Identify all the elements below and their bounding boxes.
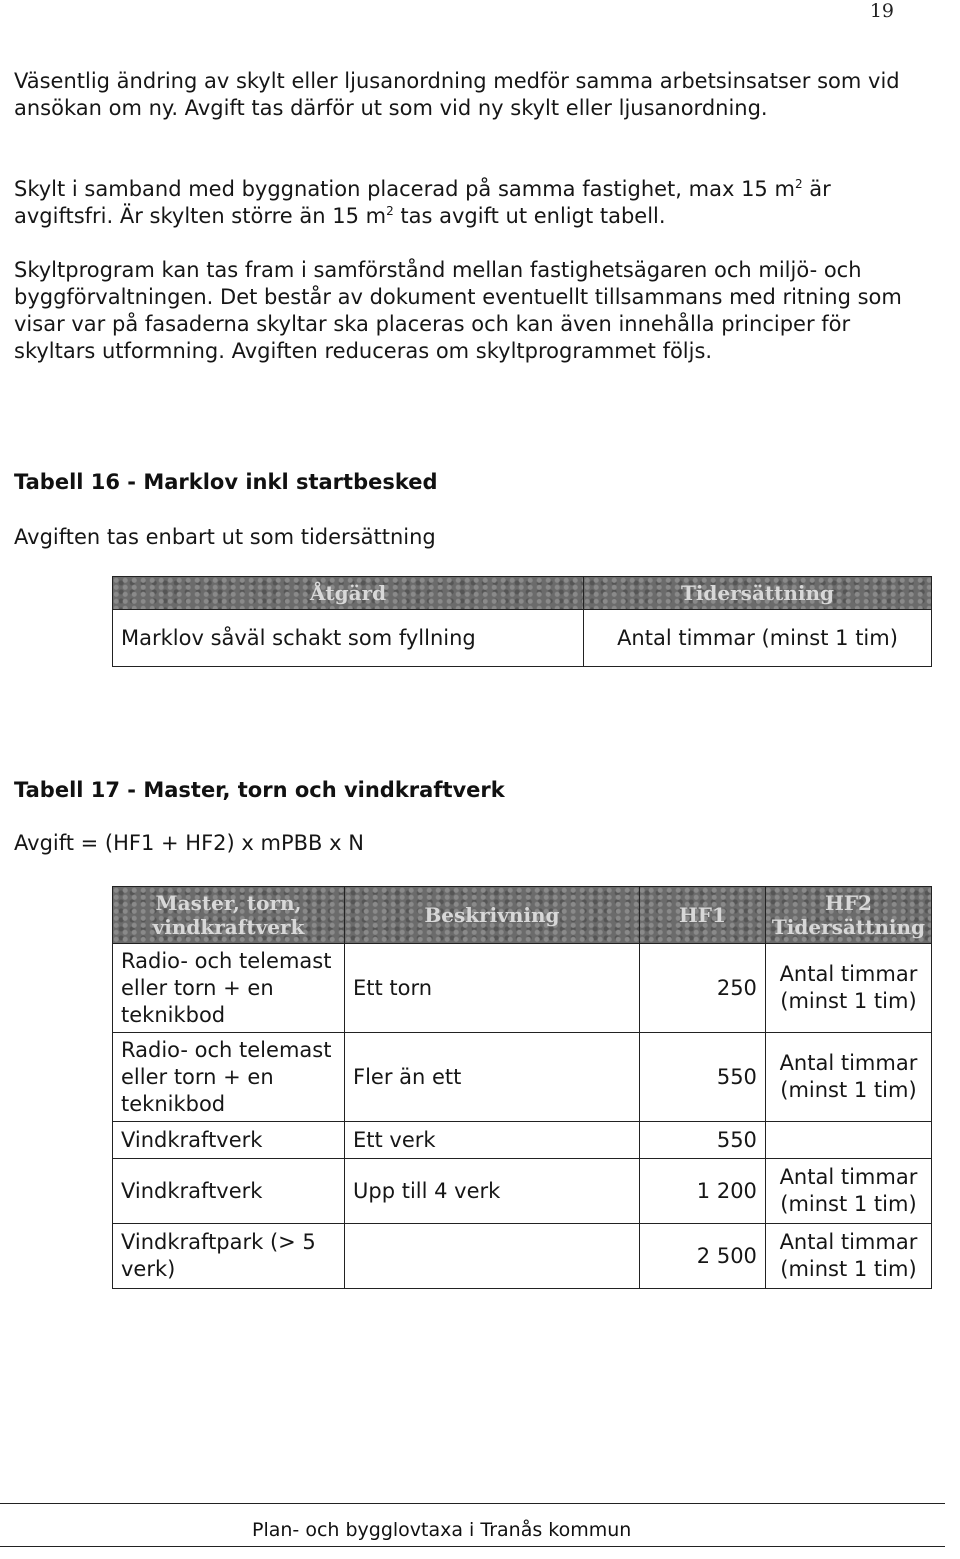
paragraph-construction-sign [14, 176, 914, 230]
table-cell: Vindkraftpark (> 5 verk) [113, 1224, 345, 1289]
paragraph-text: är avgiftsfri. Är skylten större än 15 m [14, 177, 831, 228]
table-cell: Marklov såväl schakt som fyllning [113, 610, 584, 667]
table-row [113, 1224, 932, 1289]
table-row [113, 1159, 932, 1224]
table-cell: Antal timmar (minst 1 tim) [765, 1224, 931, 1289]
table16-subtitle: Avgiften tas enbart ut som tidersättning [14, 525, 436, 549]
table-cell: Antal timmar (minst 1 tim) [765, 1159, 931, 1224]
table-cell: Radio- och telemast eller torn + en teknikbod [113, 944, 345, 1033]
table-cell: Vindkraftverk [113, 1122, 345, 1159]
footer-underline [0, 1546, 945, 1547]
table17-title: Tabell 17 - Master, torn och vindkraftverk [14, 778, 505, 802]
table-row [113, 944, 932, 1033]
superscript: 2 [386, 204, 394, 218]
paragraph-text: tas avgift ut enligt tabell. [393, 204, 666, 228]
table-cell: 1 200 [639, 1159, 765, 1224]
table-cell: Antal timmar (minst 1 tim) [584, 610, 932, 667]
table-cell: 550 [639, 1033, 765, 1122]
table-cell: Ett verk [345, 1122, 640, 1159]
table-header-cell: Master, torn, vindkraftverk [113, 887, 345, 944]
table-cell: 550 [639, 1122, 765, 1159]
page-number: 19 [869, 0, 894, 22]
table-cell: Fler än ett [345, 1033, 640, 1122]
table-header-row [113, 887, 932, 944]
paragraph-sign-program: Skyltprogram kan tas fram i samförstånd mellan fastighetsägaren och miljö- och byggförvaltningen. Det består av dokument eventuellt tillsammans med ritning som visar var på fasaderna skyltar ska placeras och kan även innehålla principer för skyltars utformning. Avgiften reduceras om skyltprogrammet följs. [14, 258, 902, 363]
table-header-cell: Tidersättning [584, 577, 932, 610]
table-cell: Upp till 4 verk [345, 1159, 640, 1224]
paragraph-change-of-sign: Väsentlig ändring av skylt eller ljusanordning medför samma arbetsinsatser som vid ansökan om ny. Avgift tas därför ut som vid ny skylt eller ljusanordning. [14, 69, 900, 120]
table-cell [765, 1122, 931, 1159]
superscript: 2 [794, 177, 803, 191]
table-header-row [113, 577, 932, 610]
table17 [112, 886, 932, 1289]
table-cell [345, 1224, 640, 1289]
table-row [113, 610, 932, 667]
table-header-cell: Beskrivning [345, 887, 640, 944]
table-header-cell: HF2 Tidersättning [765, 887, 931, 944]
table-cell: Radio- och telemast eller torn + en teknikbod [113, 1033, 345, 1122]
table-cell: Vindkraftverk [113, 1159, 345, 1224]
table-header-cell: HF1 [639, 887, 765, 944]
table-cell: Ett torn [345, 944, 640, 1033]
table-cell: Antal timmar (minst 1 tim) [765, 1033, 931, 1122]
table16 [112, 576, 932, 667]
table-cell: 250 [639, 944, 765, 1033]
table17-formula: Avgift = (HF1 + HF2) x mPBB x N [14, 831, 364, 855]
paragraph-text: Skylt i samband med byggnation placerad på samma fastighet, max 15 m [14, 177, 795, 201]
table-cell: Antal timmar (minst 1 tim) [765, 944, 931, 1033]
table-row [113, 1033, 932, 1122]
footer-text: Plan- och bygglovtaxa i Tranås kommun [252, 1519, 632, 1541]
table16-title: Tabell 16 - Marklov inkl startbesked [14, 470, 438, 494]
table-header-cell: Åtgärd [113, 577, 584, 610]
table-cell: 2 500 [639, 1224, 765, 1289]
table-row [113, 1122, 932, 1159]
footer-divider [0, 1503, 945, 1504]
